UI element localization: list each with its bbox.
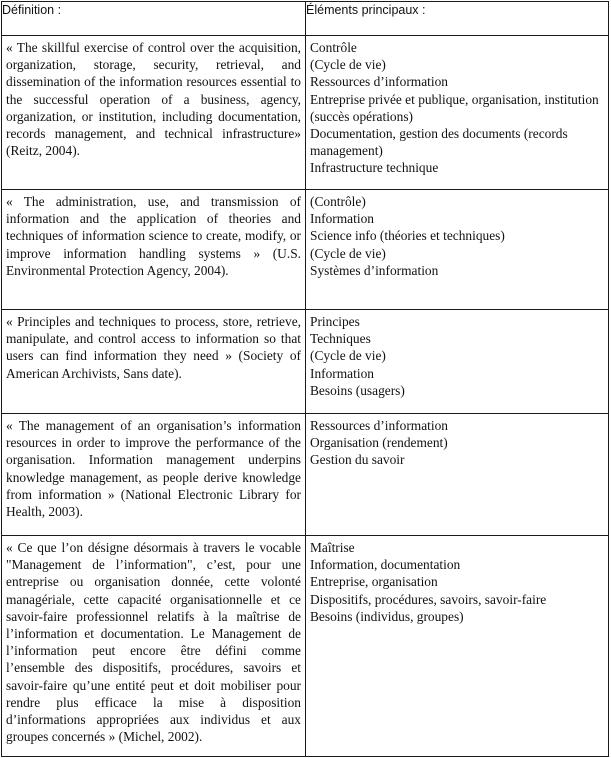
definition-column-header: Définition : [2,2,306,36]
table-row [2,414,609,536]
elements-cell [306,414,609,536]
element-item: Gestion du savoir [310,452,405,468]
element-item: (Cycle de vie) [310,348,386,364]
element-item: Dispositifs, procédures, savoirs, savoir-faire [310,591,547,607]
element-item: Information [310,365,374,381]
element-item: Entreprise privée et publique, organisation, institution (succès opérations) [310,91,599,124]
definition-cell [2,36,306,190]
definition-cell [2,310,306,414]
header-row [2,2,609,36]
elements-cell [306,536,609,757]
definition-text: « The management of an organisation’s information resources in order to improve the performance of the organisation. Information management underpins knowledge management, as people derive knowledge from information » (National Electronic Library for Health, 2003). [6,418,301,520]
element-item: Science info (théories et techniques) [310,228,505,244]
definition-text: « The administration, use, and transmission of information and the application of theories and techniques of information science to create, modify, or improve information handling systems » (U.S. Environmental Protection Agency, 2004). [6,194,301,278]
element-item: Systèmes d’information [310,262,439,278]
element-item: Ressources d’information [310,74,448,90]
elements-list [306,414,608,469]
definition-text: « The skillful exercise of control over the acquisition, organization, storage, security, retrieval, and dissemination of the information resources essential to the successful operation of a business, agency, organization, or institution, including documentation, records management, and technical infrastructure» (Reitz, 2004). [6,40,301,159]
elements-cell [306,36,609,190]
element-item: Information, documentation [310,557,461,573]
table-row [2,190,609,310]
element-item: Besoins (individus, groupes) [310,608,464,624]
table-row [2,310,609,414]
element-item: Principes [310,314,360,329]
table-row [2,36,609,190]
element-item: Information [310,211,374,227]
elements-list [306,310,608,399]
element-item: Documentation, gestion des documents (records management) [310,126,568,159]
elements-list [306,36,608,177]
element-item: Techniques [310,331,371,347]
element-item: Maîtrise [310,540,355,555]
table-row [2,536,609,757]
definitions-table [1,1,609,757]
element-item: Entreprise, organisation [310,574,438,590]
elements-cell [306,190,609,310]
elements-column-header: Éléments principaux : [306,2,609,36]
element-item: Contrôle [310,40,357,55]
definition-cell [2,414,306,536]
elements-cell [306,310,609,414]
definition-text: « Ce que l’on désigne désormais à travers le vocable "Management de l’information", c’est, pour une entreprise ou organisation donnée, cette volonté managériale, cette capacité organisationnelle et ce savoir-faire professionnel relatifs à la maîtrise de l’information et documentation. Le Management de l’information peut encore être défini comme l’ensemble des dispositifs, procédures, savoirs et savoir-faire qu’une entité peut et doit mobiliser pour rendre plus efficace la mise à disposition d’informations appropriées aux individus et aux groupes concernés » (Michel, 2002). [6,540,301,745]
definition-cell [2,536,306,757]
element-item: (Contrôle) [310,194,366,209]
elements-list [306,536,608,625]
element-item: (Cycle de vie) [310,245,386,261]
element-item: (Cycle de vie) [310,57,386,73]
element-item: Besoins (usagers) [310,382,405,398]
definition-text: « Principles and techniques to process, store, retrieve, manipulate, and control access to information so that users can find information they need » (Society of American Archivists, Sans date). [6,314,301,381]
element-item: Infrastructure technique [310,160,439,176]
definition-cell [2,190,306,310]
elements-list [306,190,608,279]
element-item: Ressources d’information [310,418,448,433]
element-item: Organisation (rendement) [310,435,448,451]
